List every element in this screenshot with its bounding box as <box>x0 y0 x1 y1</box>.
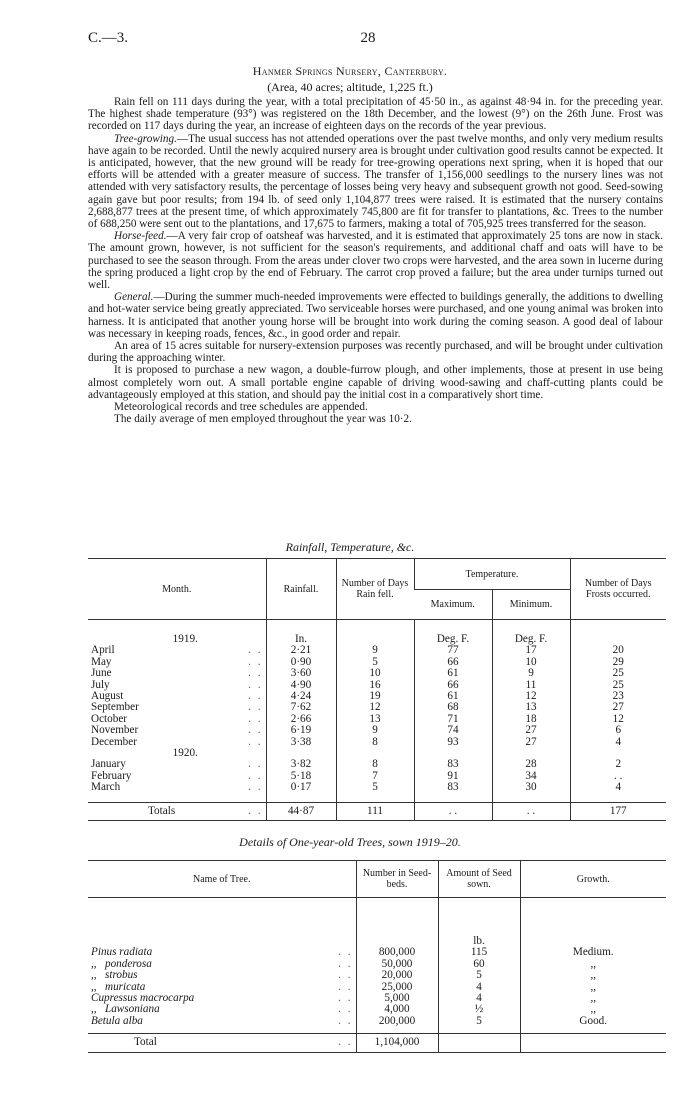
table-row <box>88 782 666 793</box>
section-subtitle: (Area, 40 acres; altitude, 1,225 ft.) <box>267 80 433 94</box>
min-temp-value: 27 <box>492 737 570 748</box>
min-temp-value: 10 <box>492 657 570 668</box>
lead-horse-feed: Horse-feed. <box>114 230 167 243</box>
leader-dots: . . <box>338 946 353 959</box>
growth-value: ,, <box>520 970 666 981</box>
max-temp-value: 83 <box>414 782 492 793</box>
max-temp-value: 91 <box>414 771 492 782</box>
paragraph-records: Meteorological records and tree schedules are appended. <box>114 401 368 414</box>
year-label: 1920. <box>172 747 198 760</box>
rainfall-value: 3·38 <box>266 737 336 748</box>
max-temp-value: 93 <box>414 737 492 748</box>
leader-dots: . . <box>338 992 353 1005</box>
seed-amount: 5 <box>438 970 520 981</box>
unit-rainfall: In. <box>266 620 336 646</box>
rainfall-value: 0·90 <box>266 657 336 668</box>
paragraph-implements: It is proposed to purchase a new wagon, a double-furrow plough, and other implements, those at present in use being almost completely worn out. A small portable engine capable of driving wood-sawing and chaff-cutting plants could be advantageously employed at this station, and should pay the initial cost in a comparatively short time. <box>88 364 663 401</box>
rainfall-value: 3·82 <box>266 759 336 770</box>
month-cell <box>88 668 266 679</box>
col-days-rain: Number of Days Rain fell. <box>336 559 414 620</box>
totals-label: Totals <box>148 804 176 817</box>
frost-days-value: 12 <box>570 714 666 725</box>
table-row <box>88 947 666 958</box>
days-rain-value: 7 <box>336 771 414 782</box>
growth-value: ,, <box>520 1004 666 1015</box>
paragraph-general <box>88 291 663 340</box>
rainfall-value: 2·21 <box>266 645 336 656</box>
totals-row <box>88 802 666 820</box>
rainfall-table-body <box>88 620 666 821</box>
month-cell <box>88 782 266 793</box>
leader-dots: . . <box>248 804 263 817</box>
table-row <box>88 993 666 1004</box>
growth-value: ,, <box>520 993 666 1004</box>
unit-max: Deg. F. <box>414 620 492 646</box>
col-rainfall: Rainfall. <box>266 559 336 620</box>
frost-days-value: 4 <box>570 737 666 748</box>
seed-bed-count: 50,000 <box>356 959 438 970</box>
month-name: October <box>91 712 128 725</box>
frost-days-value: 25 <box>570 668 666 679</box>
days-rain-value: 9 <box>336 645 414 656</box>
seed-amount: 4 <box>438 982 520 993</box>
rainfall-value: 0·17 <box>266 782 336 793</box>
tree-name: ,, strobus <box>91 969 138 982</box>
leader-dots: . . <box>248 758 263 771</box>
seed-bed-count: 20,000 <box>356 970 438 981</box>
paragraph-extension: An area of 15 acres suitable for nursery-extension purposes was recently purchased, and will be brought under cultivation during the approaching winter. <box>88 340 663 365</box>
table-row <box>88 1016 666 1027</box>
report-code: C.—3. <box>88 30 129 46</box>
frost-days-value: 20 <box>570 645 666 656</box>
totals-row <box>88 1034 666 1052</box>
growth-value: ,, <box>520 982 666 993</box>
max-temp-value: 61 <box>414 691 492 702</box>
seed-bed-count: 25,000 <box>356 982 438 993</box>
month-name: December <box>91 735 137 748</box>
month-name: August <box>91 690 124 703</box>
max-temp-value: 61 <box>414 668 492 679</box>
col-temperature: Temperature. <box>414 559 570 590</box>
section-title: Hanmer Springs Nursery, Canterbury. <box>252 64 448 78</box>
min-temp-value: 28 <box>492 759 570 770</box>
unit-lb: lb. <box>438 898 520 948</box>
leader-dots: . . <box>248 724 263 737</box>
frost-days-value: 4 <box>570 782 666 793</box>
tree-name: ,, Lawsoniana <box>91 1003 160 1016</box>
leader-dots: . . <box>338 1003 353 1016</box>
text-horse-feed: —A very fair crop of oatsheaf was harvested, and it is estimated that approximately 25 tons are now in stack. The amount grown, however, is not sufficient for the season's requirements, and additional chaff and oats will have to be purchased to see the season through. From the areas under clover two crops were harvested, and the area sown in lucerne during the spring produced a light crop by the end of February. The carrot crop proved a failure; but the area under turnips turned out well. <box>88 230 663 292</box>
total-rainfall: 44·87 <box>266 802 336 820</box>
month-name: January <box>91 758 126 771</box>
paragraph-rainfall: Rain fell on 111 days during the year, with a total precipitation of 45·50 in., as against 48·94 in. for the preceding year. The highest shade temperature (93°) was registered on the 18th December, and the lowest (9°) on the 26th June. Frost was recorded on 117 days during the year, an increase of eighteen days on the records of the year previous. <box>88 96 663 133</box>
leader-dots: . . <box>338 1036 353 1049</box>
min-temp-value: 9 <box>492 668 570 679</box>
month-name: March <box>91 781 121 794</box>
frost-days-value: 2 <box>570 759 666 770</box>
max-temp-value: 71 <box>414 714 492 725</box>
min-temp-value: 27 <box>492 725 570 736</box>
lead-tree-growing: Tree-growing. <box>114 132 177 145</box>
month-name: September <box>91 701 139 714</box>
paragraph-men-employed: The daily average of men employed throughout the year was 10·2. <box>114 413 412 426</box>
total-min: . . <box>492 802 570 820</box>
leader-dots: . . <box>248 781 263 794</box>
days-rain-value: 10 <box>336 668 414 679</box>
min-temp-value: 30 <box>492 782 570 793</box>
days-rain-value: 5 <box>336 782 414 793</box>
rainfall-value: 6·19 <box>266 725 336 736</box>
leader-dots: . . <box>248 701 263 714</box>
leader-dots: . . <box>248 678 263 691</box>
table-row <box>88 668 666 679</box>
total-frost-days: 177 <box>570 802 666 820</box>
days-rain-value: 5 <box>336 657 414 668</box>
total-label-cell <box>88 1034 356 1052</box>
growth-value: ,, <box>520 959 666 970</box>
frost-days-value: 25 <box>570 680 666 691</box>
total-max: . . <box>414 802 492 820</box>
col-amount-seed: Amount of Seed sown. <box>438 861 520 898</box>
days-rain-value: 19 <box>336 691 414 702</box>
tree-name: ,, ponderosa <box>91 957 152 970</box>
trees-table-body <box>88 898 666 1053</box>
lead-general: General. <box>114 291 154 304</box>
tree-name-cell <box>88 1016 356 1027</box>
leader-dots: . . <box>248 644 263 657</box>
min-temp-value: 13 <box>492 702 570 713</box>
max-temp-value: 68 <box>414 702 492 713</box>
seed-bed-count: 4,000 <box>356 1004 438 1015</box>
text-tree-growing: —The usual success has not attended operations over the past twelve months, and only very medium results have again to be recorded. Until the newly acquired nursery area is brought under cultivation good results cannot be expected. It is anticipated, however, that the new ground will be ready for tree-growing operations next spring, when it is hoped that our efforts will be attended with a greater measure of success. The transfer of 1,156,000 seedlings to the nursery lines was not attended with very satisfactory results, the percentage of losses being very heavy and subsequent growth not good. Seed-sowing again gave but poor results; from 194 lb. of seed only 1,104,877 trees were raised. It is estimated that the nursery contains 2,688,877 trees at the present time, of which approximately 745,800 are fit for transfer to plantations, &c. Trees to the number of 688,250 were sent out to the plantations, and 17,675 to farmers, making a total of 705,925 trees transferred for the season. <box>88 132 663 231</box>
seed-bed-count: 5,000 <box>356 993 438 1004</box>
col-frosts: Number of Days Frosts occurred. <box>570 559 666 620</box>
leader-dots: . . <box>338 969 353 982</box>
leader-dots: . . <box>248 712 263 725</box>
leader-dots: . . <box>248 667 263 680</box>
seed-bed-count: 800,000 <box>356 947 438 958</box>
rainfall-value: 7·62 <box>266 702 336 713</box>
tree-name: Pinus radiata <box>91 946 153 959</box>
col-tree-name: Name of Tree. <box>88 861 356 898</box>
frost-days-value: 23 <box>570 691 666 702</box>
frost-days-value: 6 <box>570 725 666 736</box>
days-rain-value: 8 <box>336 759 414 770</box>
table-row <box>88 898 666 948</box>
table-row <box>88 959 666 970</box>
frost-days-value: . . <box>570 771 666 782</box>
month-name: November <box>91 724 139 737</box>
rainfall-value: 4·90 <box>266 680 336 691</box>
growth-value: Medium. <box>520 947 666 958</box>
month-name: July <box>91 678 110 691</box>
max-temp-value: 83 <box>414 759 492 770</box>
leader-dots: . . <box>338 1014 353 1027</box>
leader-dots: . . <box>338 980 353 993</box>
frost-days-value: 27 <box>570 702 666 713</box>
trees-table <box>88 860 666 1053</box>
page-number: 28 <box>360 30 376 46</box>
text-general: —During the summer much-needed improvements were effected to buildings generally, the additions to dwelling and hot-water service being greatly appreciated. Two serviceable horses were purchased, and one young animal was broken into harness. It is anticipated that another young horse will be brought into work during the coming season. A good deal of labour was necessary in keeping roads, fences, &c., in good order and repair. <box>88 291 663 340</box>
unit-min: Deg. F. <box>492 620 570 646</box>
leader-dots: . . <box>248 735 263 748</box>
rainfall-table-caption: Rainfall, Temperature, &c. <box>285 540 415 554</box>
col-growth: Growth. <box>520 861 666 898</box>
days-rain-value: 12 <box>336 702 414 713</box>
month-name: February <box>91 769 132 782</box>
days-rain-value: 8 <box>336 737 414 748</box>
rainfall-value: 4·24 <box>266 691 336 702</box>
seed-amount: 4 <box>438 993 520 1004</box>
leader-dots: . . <box>248 655 263 668</box>
days-rain-value: 13 <box>336 714 414 725</box>
max-temp-value: 66 <box>414 657 492 668</box>
table-row <box>88 970 666 981</box>
month-name: April <box>91 644 115 657</box>
table-row <box>88 620 666 646</box>
min-temp-value: 17 <box>492 645 570 656</box>
seed-amount: 115 <box>438 947 520 958</box>
rainfall-table <box>88 558 666 821</box>
tree-name: Betula alba <box>91 1014 143 1027</box>
seed-bed-count: 200,000 <box>356 1016 438 1027</box>
seed-amount: 5 <box>438 1016 520 1027</box>
max-temp-value: 74 <box>414 725 492 736</box>
total-label: Total <box>134 1036 157 1049</box>
col-maximum: Maximum. <box>414 590 492 620</box>
paragraph-tree-growing <box>88 133 663 231</box>
paragraph-horse-feed <box>88 230 663 291</box>
rainfall-value: 2·66 <box>266 714 336 725</box>
seed-amount: 60 <box>438 959 520 970</box>
min-temp-value: 11 <box>492 680 570 691</box>
page-header <box>88 30 648 50</box>
rainfall-value: 5·18 <box>266 771 336 782</box>
min-temp-value: 12 <box>492 691 570 702</box>
col-number-seed-beds: Number in Seed-beds. <box>356 861 438 898</box>
leader-dots: . . <box>338 957 353 970</box>
trees-table-caption: Details of One-year-old Trees, sown 1919–20. <box>239 835 461 849</box>
col-month: Month. <box>88 559 266 620</box>
tree-name: ,, muricata <box>91 980 146 993</box>
frost-days-value: 29 <box>570 657 666 668</box>
max-temp-value: 77 <box>414 645 492 656</box>
month-name: June <box>91 667 112 680</box>
month-cell <box>88 657 266 668</box>
report-body <box>88 96 663 425</box>
total-seed-bed-count: 1,104,000 <box>356 1034 438 1052</box>
days-rain-value: 9 <box>336 725 414 736</box>
total-days-rain: 111 <box>336 802 414 820</box>
min-temp-value: 34 <box>492 771 570 782</box>
col-minimum: Minimum. <box>492 590 570 620</box>
tree-name: Cupressus macrocarpa <box>91 992 195 1005</box>
year-label: 1919. <box>172 633 198 645</box>
month-name: May <box>91 655 112 668</box>
days-rain-value: 16 <box>336 680 414 691</box>
table-row <box>88 725 666 736</box>
max-temp-value: 66 <box>414 680 492 691</box>
month-cell <box>88 645 266 656</box>
totals-label-cell <box>88 802 266 820</box>
growth-value: Good. <box>520 1016 666 1027</box>
seed-amount: ½ <box>438 1004 520 1015</box>
leader-dots: . . <box>248 690 263 703</box>
rainfall-value: 3·60 <box>266 668 336 679</box>
leader-dots: . . <box>248 769 263 782</box>
min-temp-value: 18 <box>492 714 570 725</box>
